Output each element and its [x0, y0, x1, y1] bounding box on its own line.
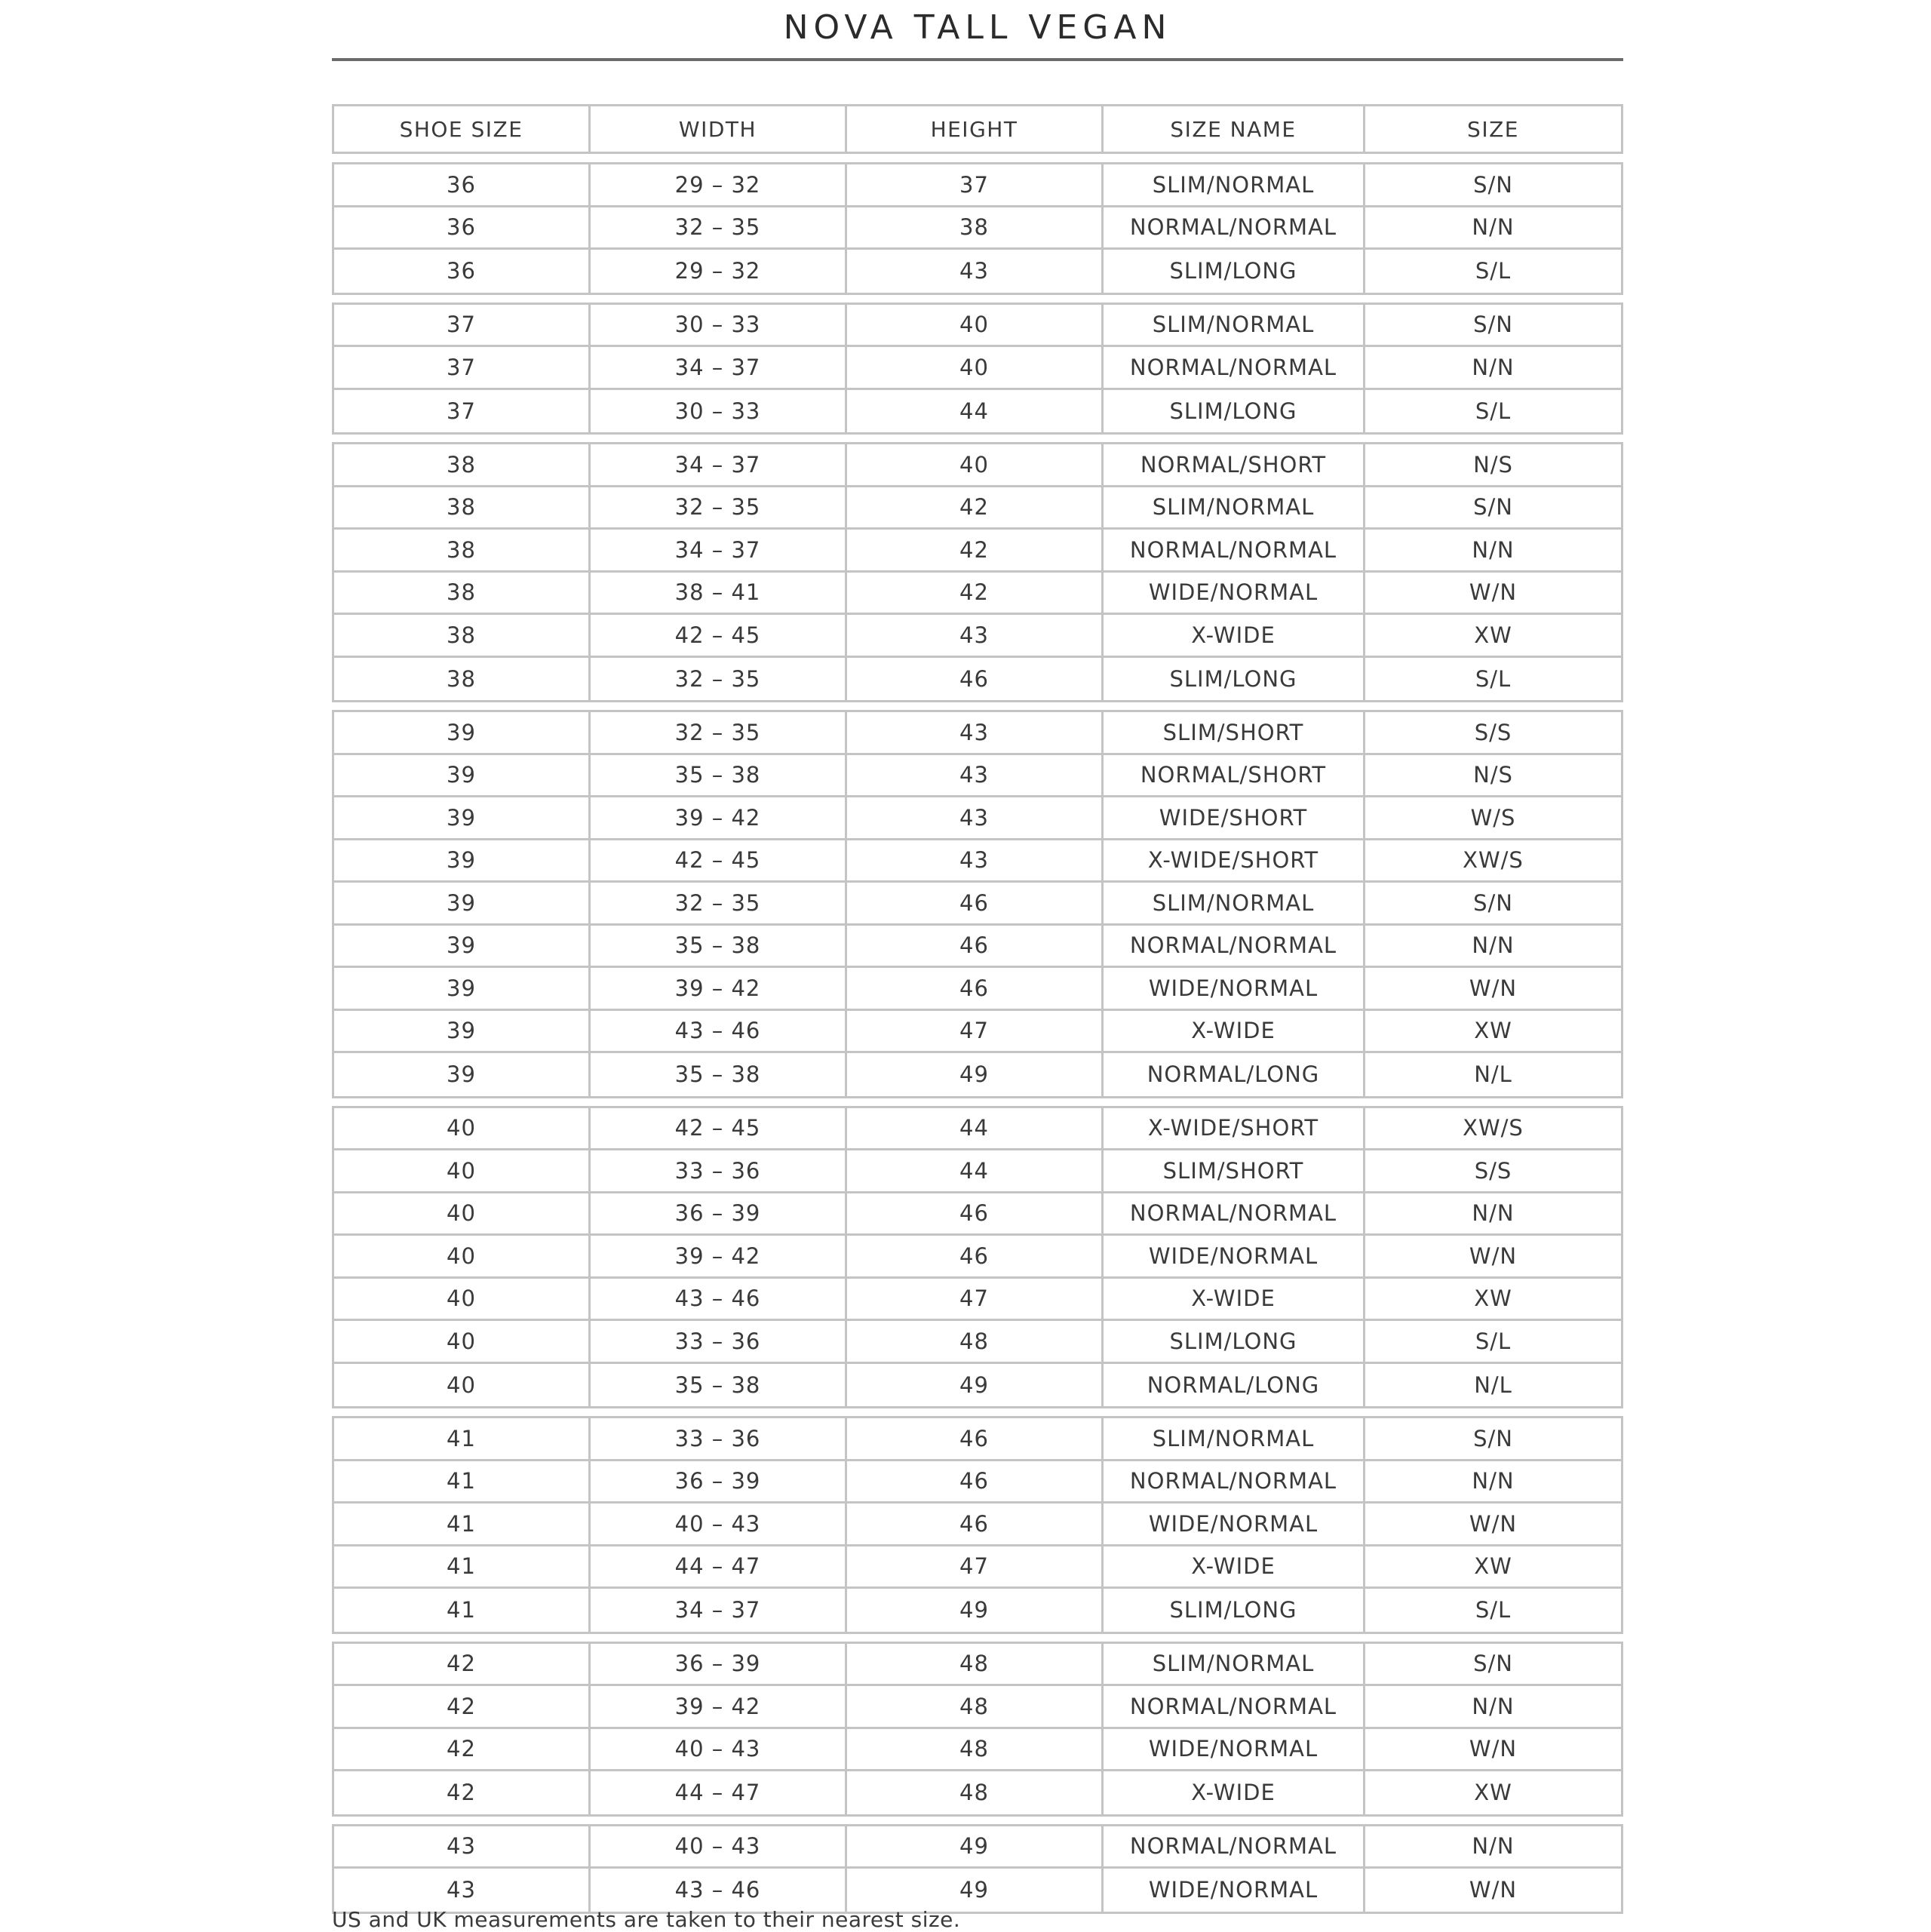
shoe-size-cell: 42: [334, 1729, 591, 1770]
height-cell: 46: [847, 1236, 1104, 1276]
height-cell: 40: [847, 305, 1104, 346]
shoe-size-cell: 43: [334, 1869, 591, 1912]
height-cell: 42: [847, 487, 1104, 528]
table-row: [334, 1011, 1621, 1054]
width-cell: 43 – 46: [591, 1011, 847, 1052]
width-cell: 38 – 41: [591, 573, 847, 613]
height-cell: 48: [847, 1771, 1104, 1814]
size-code-cell: N/N: [1472, 536, 1515, 563]
shoe-size-cell: 36: [334, 250, 591, 293]
title-divider: [332, 58, 1623, 61]
table-row: [334, 755, 1621, 798]
width-cell: 30 – 33: [591, 305, 847, 346]
size-code-cell: S/N: [1473, 312, 1513, 338]
size-code-cell: N/N: [1472, 214, 1515, 241]
table-row: [334, 840, 1621, 883]
size-group: [332, 303, 1623, 435]
width-cell: 36 – 39: [591, 1461, 847, 1502]
size-code-cell: N/N: [1472, 1693, 1515, 1719]
table-row: [334, 1547, 1621, 1590]
height-cell: 46: [847, 1504, 1104, 1544]
height-cell: 43: [847, 797, 1104, 838]
height-cell: 42: [847, 530, 1104, 570]
width-cell: 40 – 43: [591, 1826, 847, 1867]
table-row: [334, 250, 1621, 293]
shoe-size-cell: 36: [334, 207, 591, 248]
width-cell: 35 – 38: [591, 1053, 847, 1096]
size-name-cell: NORMAL/NORMAL: [1104, 530, 1365, 570]
height-cell: 46: [847, 658, 1104, 701]
column-header-width: WIDTH: [591, 106, 847, 152]
height-cell: 40: [847, 347, 1104, 388]
width-cell: 33 – 36: [591, 1150, 847, 1191]
height-cell: 42: [847, 573, 1104, 613]
size-code-cell: S/S: [1474, 719, 1512, 745]
size-code-cell: XW: [1474, 622, 1512, 648]
height-cell: 38: [847, 207, 1104, 248]
size-name-cell: X-WIDE: [1104, 1279, 1365, 1319]
width-cell: 39 – 42: [591, 968, 847, 1009]
size-code-cell: S/N: [1473, 1651, 1513, 1677]
size-code-cell: W/N: [1469, 1736, 1518, 1762]
height-cell: 47: [847, 1279, 1104, 1319]
width-cell: 32 – 35: [591, 207, 847, 248]
size-code-cell: W/N: [1469, 1510, 1518, 1537]
shoe-size-cell: 41: [334, 1418, 591, 1459]
shoe-size-cell: 39: [334, 797, 591, 838]
size-name-cell: NORMAL/SHORT: [1104, 755, 1365, 796]
size-name-cell: SLIM/SHORT: [1104, 1150, 1365, 1191]
height-cell: 47: [847, 1011, 1104, 1052]
table-row: [334, 1053, 1621, 1096]
shoe-size-cell: 36: [334, 164, 591, 205]
shoe-size-cell: 38: [334, 487, 591, 528]
size-group: [332, 1106, 1623, 1409]
table-row: [334, 1644, 1621, 1687]
table-row: [334, 487, 1621, 530]
size-name-cell: SLIM/LONG: [1104, 1321, 1365, 1362]
width-cell: 44 – 47: [591, 1547, 847, 1587]
size-code-cell: S/L: [1475, 398, 1512, 424]
height-cell: 49: [847, 1869, 1104, 1912]
size-code-cell: N/L: [1474, 1371, 1512, 1398]
width-cell: 34 – 37: [591, 444, 847, 485]
width-cell: 39 – 42: [591, 1686, 847, 1727]
size-name-cell: X-WIDE: [1104, 1011, 1365, 1052]
size-code-cell: XW: [1474, 1780, 1512, 1806]
height-cell: 48: [847, 1686, 1104, 1727]
size-group: [332, 1642, 1623, 1817]
shoe-size-cell: 42: [334, 1644, 591, 1685]
table-body: [332, 162, 1623, 1914]
table-row: [334, 1729, 1621, 1772]
size-code-cell: N/N: [1472, 354, 1515, 380]
height-cell: 40: [847, 444, 1104, 485]
table-row: [334, 1461, 1621, 1504]
size-name-cell: SLIM/NORMAL: [1104, 487, 1365, 528]
table-row: [334, 530, 1621, 573]
height-cell: 37: [847, 164, 1104, 205]
width-cell: 34 – 37: [591, 1589, 847, 1632]
height-cell: 43: [847, 615, 1104, 656]
shoe-size-cell: 38: [334, 530, 591, 570]
size-name-cell: SLIM/NORMAL: [1104, 883, 1365, 923]
size-code-cell: N/N: [1472, 1200, 1515, 1227]
size-name-cell: NORMAL/NORMAL: [1104, 1686, 1365, 1727]
table-row: [334, 573, 1621, 616]
height-cell: 49: [847, 1364, 1104, 1407]
height-cell: 43: [847, 250, 1104, 293]
size-code-cell: W/N: [1469, 1242, 1518, 1269]
size-code-cell: W/S: [1470, 804, 1516, 831]
size-name-cell: SLIM/LONG: [1104, 658, 1365, 701]
size-code-cell: XW: [1474, 1018, 1512, 1044]
size-code-cell: N/S: [1473, 451, 1513, 478]
table-row: [334, 347, 1621, 390]
shoe-size-cell: 41: [334, 1504, 591, 1544]
width-cell: 35 – 38: [591, 1364, 847, 1407]
size-code-cell: S/N: [1473, 1425, 1513, 1451]
table-row: [334, 1364, 1621, 1407]
table-row: [334, 390, 1621, 433]
height-cell: 47: [847, 1547, 1104, 1587]
shoe-size-cell: 38: [334, 573, 591, 613]
table-row: [334, 797, 1621, 840]
shoe-size-cell: 42: [334, 1686, 591, 1727]
height-cell: 48: [847, 1729, 1104, 1770]
size-code-cell: N/L: [1474, 1061, 1512, 1088]
table-row: [334, 1321, 1621, 1364]
width-cell: 35 – 38: [591, 926, 847, 966]
table-row: [334, 926, 1621, 969]
size-code-cell: W/N: [1469, 1877, 1518, 1903]
size-code-cell: N/S: [1473, 762, 1513, 788]
size-code-cell: S/N: [1473, 889, 1513, 916]
page-title: NOVA TALL VEGAN: [783, 8, 1172, 47]
size-name-cell: NORMAL/NORMAL: [1104, 347, 1365, 388]
table-row: [334, 968, 1621, 1011]
table-row: [334, 305, 1621, 348]
table-row: [334, 207, 1621, 250]
width-cell: 32 – 35: [591, 883, 847, 923]
width-cell: 34 – 37: [591, 530, 847, 570]
shoe-size-cell: 41: [334, 1461, 591, 1502]
table-row: [334, 1108, 1621, 1151]
width-cell: 35 – 38: [591, 755, 847, 796]
shoe-size-cell: 40: [334, 1279, 591, 1319]
size-name-cell: SLIM/NORMAL: [1104, 1418, 1365, 1459]
width-cell: 42 – 45: [591, 840, 847, 881]
shoe-size-cell: 39: [334, 755, 591, 796]
shoe-size-cell: 40: [334, 1321, 591, 1362]
size-name-cell: WIDE/SHORT: [1104, 797, 1365, 838]
shoe-size-cell: 41: [334, 1589, 591, 1632]
shoe-size-cell: 37: [334, 390, 591, 433]
width-cell: 36 – 39: [591, 1644, 847, 1685]
height-cell: 46: [847, 968, 1104, 1009]
size-name-cell: X-WIDE: [1104, 615, 1365, 656]
size-table: [332, 104, 1623, 1921]
size-code-cell: W/N: [1469, 579, 1518, 606]
size-code-cell: XW/S: [1463, 847, 1524, 874]
height-cell: 46: [847, 1461, 1104, 1502]
size-chart-page: [332, 0, 1623, 1931]
size-group: [332, 710, 1623, 1098]
size-name-cell: WIDE/NORMAL: [1104, 1869, 1365, 1912]
height-cell: 46: [847, 1418, 1104, 1459]
shoe-size-cell: 38: [334, 615, 591, 656]
table-row: [334, 1150, 1621, 1193]
size-code-cell: S/L: [1475, 1597, 1512, 1623]
size-group: [332, 1416, 1623, 1634]
size-group: [332, 162, 1623, 295]
width-cell: 30 – 33: [591, 390, 847, 433]
width-cell: 42 – 45: [591, 1108, 847, 1149]
height-cell: 44: [847, 1108, 1104, 1149]
size-code-cell: S/L: [1475, 258, 1512, 284]
width-cell: 39 – 42: [591, 1236, 847, 1276]
size-code-cell: W/N: [1469, 975, 1518, 1001]
height-cell: 44: [847, 390, 1104, 433]
shoe-size-cell: 39: [334, 1053, 591, 1096]
width-cell: 29 – 32: [591, 164, 847, 205]
size-group: [332, 1824, 1623, 1914]
table-row: [334, 444, 1621, 487]
size-name-cell: NORMAL/LONG: [1104, 1364, 1365, 1407]
shoe-size-cell: 39: [334, 883, 591, 923]
height-cell: 46: [847, 1193, 1104, 1234]
table-row: [334, 1418, 1621, 1461]
width-cell: 29 – 32: [591, 250, 847, 293]
size-code-cell: S/S: [1474, 1157, 1512, 1184]
size-code-cell: N/N: [1472, 1468, 1515, 1494]
shoe-size-cell: 40: [334, 1193, 591, 1234]
shoe-size-cell: 40: [334, 1236, 591, 1276]
width-cell: 36 – 39: [591, 1193, 847, 1234]
size-name-cell: WIDE/NORMAL: [1104, 1729, 1365, 1770]
shoe-size-cell: 39: [334, 1011, 591, 1052]
table-row: [334, 1589, 1621, 1632]
shoe-size-cell: 37: [334, 347, 591, 388]
size-name-cell: NORMAL/NORMAL: [1104, 1461, 1365, 1502]
size-name-cell: NORMAL/NORMAL: [1104, 1826, 1365, 1867]
size-name-cell: NORMAL/NORMAL: [1104, 207, 1365, 248]
width-cell: 40 – 43: [591, 1504, 847, 1544]
size-name-cell: SLIM/LONG: [1104, 1589, 1365, 1632]
width-cell: 32 – 35: [591, 712, 847, 753]
size-name-cell: SLIM/LONG: [1104, 390, 1365, 433]
column-header-height: HEIGHT: [847, 106, 1104, 152]
size-code-cell: XW: [1474, 1553, 1512, 1580]
size-name-cell: X-WIDE/SHORT: [1104, 1108, 1365, 1149]
width-cell: 33 – 36: [591, 1321, 847, 1362]
width-cell: 43 – 46: [591, 1279, 847, 1319]
width-cell: 33 – 36: [591, 1418, 847, 1459]
table-row: [334, 1869, 1621, 1912]
width-cell: 39 – 42: [591, 797, 847, 838]
shoe-size-cell: 41: [334, 1547, 591, 1587]
size-code-cell: S/N: [1473, 494, 1513, 521]
footnote: US and UK measurements are taken to their nearest size.: [332, 1907, 961, 1932]
column-header-size-name: SIZE NAME: [1104, 106, 1365, 152]
width-cell: 43 – 46: [591, 1869, 847, 1912]
size-name-cell: SLIM/NORMAL: [1104, 305, 1365, 346]
column-header-shoe-size: SHOE SIZE: [334, 106, 591, 152]
table-row: [334, 1771, 1621, 1814]
table-row: [334, 1826, 1621, 1869]
size-name-cell: X-WIDE/SHORT: [1104, 840, 1365, 881]
table-row: [334, 1279, 1621, 1322]
height-cell: 49: [847, 1826, 1104, 1867]
table-row: [334, 164, 1621, 207]
table-row: [334, 658, 1621, 701]
width-cell: 34 – 37: [591, 347, 847, 388]
height-cell: 43: [847, 840, 1104, 881]
table-row: [334, 615, 1621, 658]
size-name-cell: WIDE/NORMAL: [1104, 1504, 1365, 1544]
table-row: [334, 1236, 1621, 1279]
shoe-size-cell: 42: [334, 1771, 591, 1814]
size-name-cell: NORMAL/LONG: [1104, 1053, 1365, 1096]
size-name-cell: X-WIDE: [1104, 1771, 1365, 1814]
size-name-cell: NORMAL/NORMAL: [1104, 926, 1365, 966]
column-header-size: SIZE: [1467, 116, 1519, 142]
height-cell: 49: [847, 1053, 1104, 1096]
shoe-size-cell: 39: [334, 968, 591, 1009]
table-header: [332, 104, 1623, 154]
shoe-size-cell: 38: [334, 658, 591, 701]
size-name-cell: X-WIDE: [1104, 1547, 1365, 1587]
size-name-cell: NORMAL/SHORT: [1104, 444, 1365, 485]
table-row: [334, 1193, 1621, 1236]
size-name-cell: SLIM/NORMAL: [1104, 164, 1365, 205]
shoe-size-cell: 43: [334, 1826, 591, 1867]
shoe-size-cell: 40: [334, 1150, 591, 1191]
size-name-cell: WIDE/NORMAL: [1104, 968, 1365, 1009]
height-cell: 48: [847, 1321, 1104, 1362]
shoe-size-cell: 40: [334, 1108, 591, 1149]
shoe-size-cell: 37: [334, 305, 591, 346]
height-cell: 49: [847, 1589, 1104, 1632]
size-name-cell: NORMAL/NORMAL: [1104, 1193, 1365, 1234]
table-row: [334, 1504, 1621, 1547]
size-code-cell: XW/S: [1463, 1115, 1524, 1141]
size-code-cell: N/N: [1472, 1833, 1515, 1860]
shoe-size-cell: 40: [334, 1364, 591, 1407]
header-row: [334, 106, 1621, 152]
shoe-size-cell: 39: [334, 840, 591, 881]
width-cell: 40 – 43: [591, 1729, 847, 1770]
size-name-cell: WIDE/NORMAL: [1104, 573, 1365, 613]
height-cell: 48: [847, 1644, 1104, 1685]
size-name-cell: SLIM/NORMAL: [1104, 1644, 1365, 1685]
width-cell: 32 – 35: [591, 487, 847, 528]
width-cell: 44 – 47: [591, 1771, 847, 1814]
shoe-size-cell: 38: [334, 444, 591, 485]
shoe-size-cell: 39: [334, 926, 591, 966]
size-code-cell: S/L: [1475, 665, 1512, 692]
table-row: [334, 1686, 1621, 1729]
size-name-cell: SLIM/LONG: [1104, 250, 1365, 293]
height-cell: 44: [847, 1150, 1104, 1191]
width-cell: 42 – 45: [591, 615, 847, 656]
shoe-size-cell: 39: [334, 712, 591, 753]
height-cell: 46: [847, 883, 1104, 923]
height-cell: 43: [847, 755, 1104, 796]
height-cell: 46: [847, 926, 1104, 966]
size-group: [332, 442, 1623, 702]
table-row: [334, 712, 1621, 755]
table-row: [334, 883, 1621, 926]
size-name-cell: WIDE/NORMAL: [1104, 1236, 1365, 1276]
width-cell: 32 – 35: [591, 658, 847, 701]
size-code-cell: XW: [1474, 1285, 1512, 1312]
size-name-cell: SLIM/SHORT: [1104, 712, 1365, 753]
size-code-cell: S/N: [1473, 171, 1513, 198]
size-code-cell: S/L: [1475, 1328, 1512, 1354]
height-cell: 43: [847, 712, 1104, 753]
size-code-cell: N/N: [1472, 932, 1515, 959]
